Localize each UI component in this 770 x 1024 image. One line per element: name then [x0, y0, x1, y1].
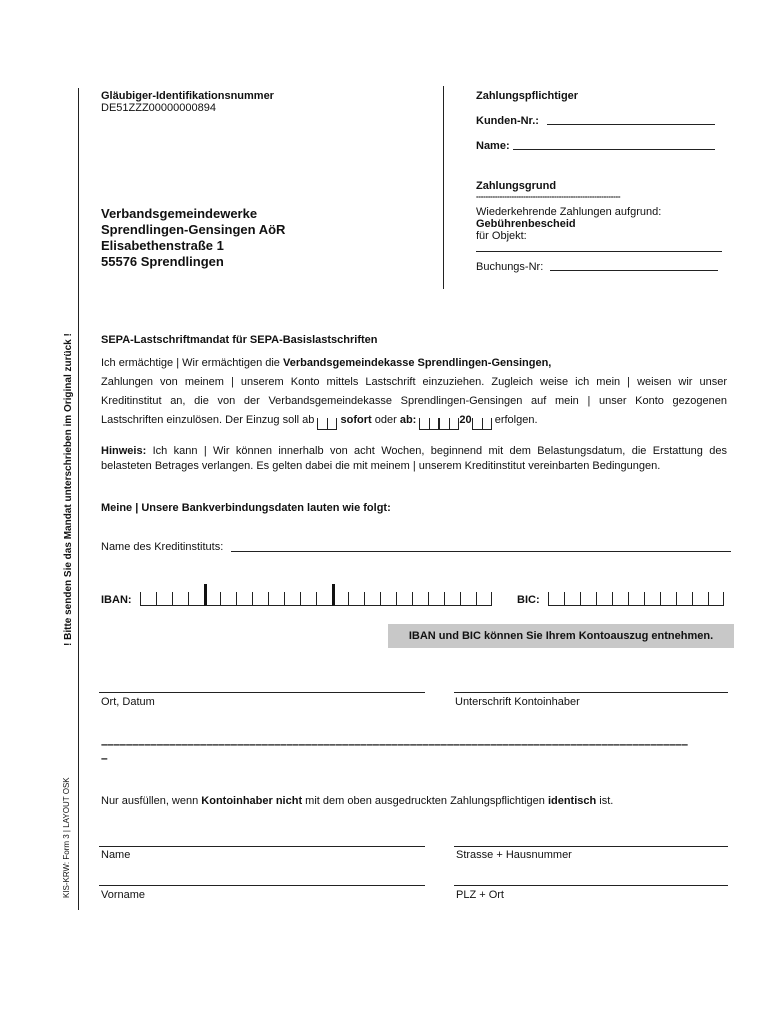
holder-street-line[interactable] — [454, 846, 728, 847]
bic-label: BIC: — [517, 594, 540, 606]
customer-no-label: Kunden-Nr.: — [476, 115, 539, 127]
holder-note — [101, 794, 613, 808]
hint-line-1 — [101, 444, 727, 459]
holder-zip-city-line[interactable] — [454, 885, 728, 886]
holder-note-a: Nur ausfüllen, wenn — [101, 795, 202, 807]
start-year-prefix: 20 — [459, 414, 472, 426]
mandate-line-4-end: erfolgen. — [491, 414, 538, 426]
iban-boxes[interactable] — [140, 584, 492, 606]
hint-label: Hinweis: — [101, 445, 147, 457]
holder-note-c: ist. — [596, 795, 614, 807]
holder-note-b: mit dem oben ausgedruckten Zahlungspflichtigen — [302, 795, 548, 807]
start-month-boxes[interactable] — [439, 416, 459, 430]
institute-field[interactable] — [231, 539, 731, 552]
booking-label: Buchungs-Nr: — [476, 261, 544, 273]
creditor-address-line-4: 55576 Sprendlingen — [101, 254, 224, 269]
iban-label: IBAN: — [101, 594, 132, 606]
reason-bold: Gebührenbescheid — [476, 218, 576, 230]
or-label: oder — [371, 414, 400, 426]
reason-line-1: Wiederkehrende Zahlungen aufgrund: — [476, 206, 662, 218]
institute-label: Name des Kreditinstituts: — [101, 541, 224, 553]
mandate-line-1 — [101, 354, 727, 373]
reason-dashes: ------------------------------------------------------------- — [476, 192, 621, 201]
holder-zip-city-label: PLZ + Ort — [456, 889, 504, 901]
creditor-id-value: DE51ZZZ00000000894 — [101, 102, 216, 114]
creditor-id-label: Gläubiger-Identifikationsnummer — [101, 90, 274, 102]
start-now-label: sofort — [340, 414, 372, 426]
left-margin-rule — [78, 88, 79, 910]
start-day-boxes[interactable] — [419, 416, 439, 430]
payer-title: Zahlungspflichtiger — [476, 90, 579, 102]
mandate-line-4-text: Lastschriften einzulösen. Der Einzug soll ab — [101, 414, 318, 426]
separator-dash-tail: – — [101, 751, 108, 765]
place-date-line[interactable] — [99, 692, 425, 693]
signature-label: Unterschrift Kontoinhaber — [455, 696, 580, 708]
hint-text-1: Ich kann | Wir können innerhalb von acht Wochen, beginnend mit dem Belastungsdatum, die Erstattung des — [146, 445, 727, 457]
form-code: KIS-KRW: Form 3 | LAYOUT OSK — [62, 777, 71, 898]
object-field[interactable] — [476, 240, 722, 252]
mandate-line-3: Kreditinstitut an, die von der Verbandsgemeindekasse Sprendlingen-Gensingen auf mein | unser Konto gezogenen — [101, 395, 727, 407]
holder-street-label: Strasse + Hausnummer — [456, 849, 572, 861]
mandate-creditor-name: Verbandsgemeindekasse Sprendlingen-Gensingen, — [282, 357, 552, 369]
customer-no-field[interactable] — [547, 113, 715, 125]
iban-bic-hint-banner: IBAN und BIC können Sie Ihrem Kontoauszug entnehmen. — [388, 624, 734, 648]
mandate-title: SEPA-Lastschriftmandat für SEPA-Basislastschriften — [101, 334, 378, 346]
separator-dashes: ––––––––––––––––––––––––––––––––––––––––––––––––––––––––––––––––––––––––––––––––––––––––––––––– — [101, 737, 688, 751]
start-now-checkbox[interactable] — [317, 416, 337, 430]
mandate-line-1-text: Ich ermächtige | Wir ermächtigen die — [101, 357, 283, 369]
holder-name-line[interactable] — [99, 846, 425, 847]
creditor-address-line-1: Verbandsgemeindewerke — [101, 206, 258, 221]
start-date-label: ab: — [399, 414, 417, 426]
mandate-line-4 — [101, 411, 727, 430]
start-year-boxes[interactable] — [472, 416, 492, 430]
signature-line[interactable] — [454, 692, 728, 693]
object-label: für Objekt: — [476, 230, 527, 242]
holder-name-label: Name — [101, 849, 131, 861]
place-date-label: Ort, Datum — [101, 696, 155, 708]
bank-title: Meine | Unsere Bankverbindungsdaten lauten wie folgt: — [101, 502, 391, 514]
holder-note-bold-2: identisch — [547, 795, 597, 807]
holder-firstname-label: Vorname — [101, 889, 146, 901]
payer-name-label: Name: — [476, 140, 510, 152]
creditor-address-line-3: Elisabethenstraße 1 — [101, 238, 224, 253]
holder-firstname-line[interactable] — [99, 885, 425, 886]
header-divider-rule — [443, 86, 444, 289]
bic-boxes[interactable] — [548, 584, 724, 606]
return-note: ! Bitte senden Sie das Mandat unterschrieben im Original zurück ! — [63, 333, 74, 646]
hint-line-2: belasteten Betrages verlangen. Es gelten dabei die mit meinem | unserem Kreditinstitut vereinbarten Bedingungen. — [101, 460, 661, 472]
booking-field[interactable] — [550, 259, 718, 271]
reason-title: Zahlungsgrund — [476, 180, 557, 192]
mandate-line-2: Zahlungen von meinem | unserem Konto mittels Lastschrift einzuziehen. Zugleich weise ich mein | weisen wir unser — [101, 376, 727, 388]
payer-name-field[interactable] — [513, 138, 715, 150]
holder-note-bold-1: Kontoinhaber nicht — [201, 795, 303, 807]
creditor-address-line-2: Sprendlingen-Gensingen AöR — [101, 222, 286, 237]
